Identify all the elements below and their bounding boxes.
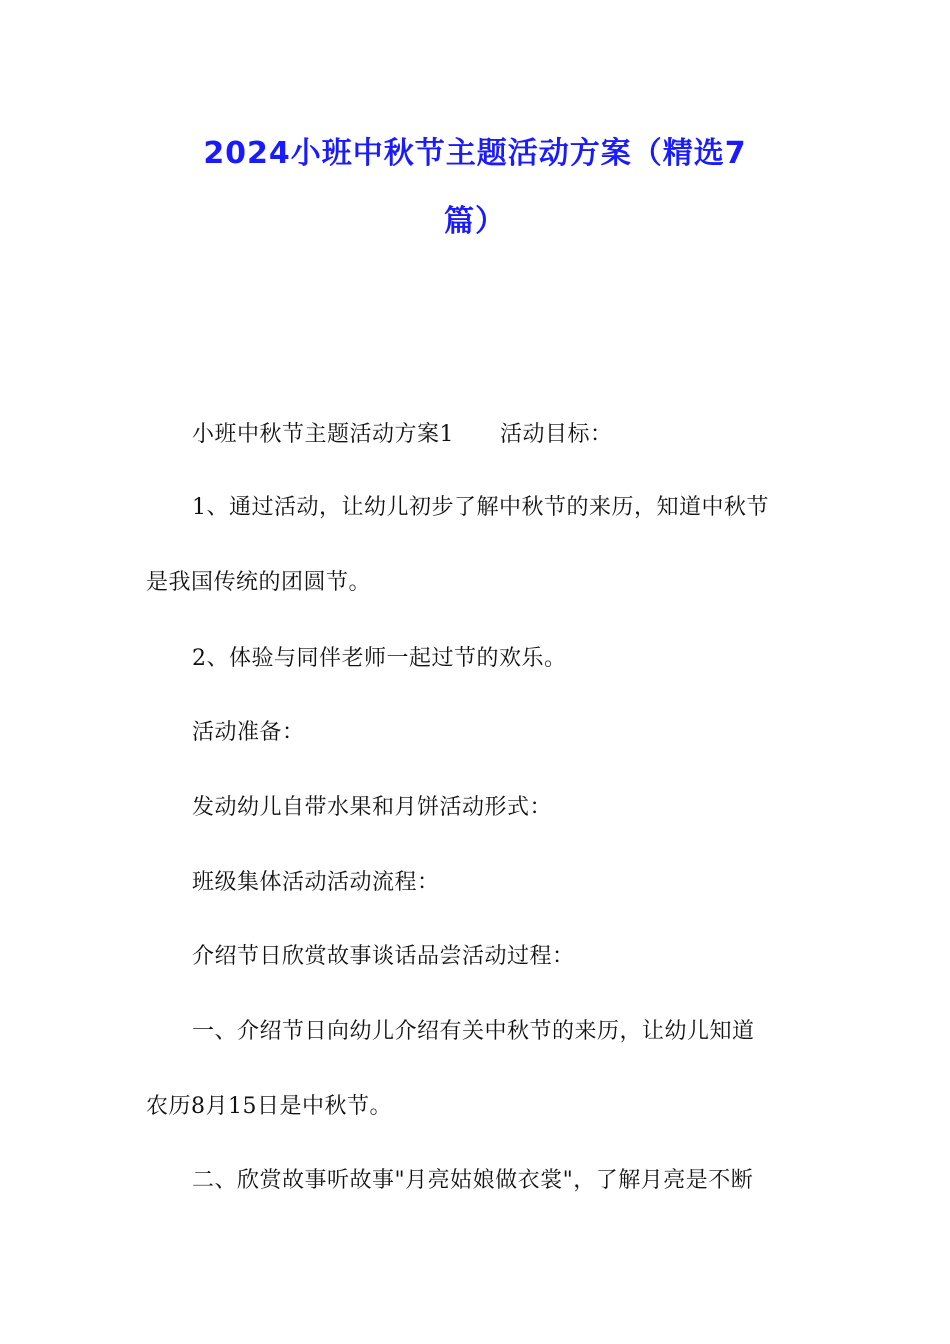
paragraph-step-1-line-2: 农历8月15日是中秋节。 — [146, 1094, 392, 1119]
paragraph-goal-1-line-1: 1、通过活动，让幼儿初步了解中秋节的来历，知道中秋节 — [192, 495, 769, 520]
paragraph-preparation: 活动准备： — [192, 720, 305, 745]
section-heading-paragraph — [192, 420, 816, 450]
document-title-line-2: 篇） — [444, 204, 506, 239]
paragraph-goal-1-line-2: 是我国传统的团圆节。 — [146, 570, 372, 595]
paragraph-step-2-line-1: 二、欣赏故事听故事"月亮姑娘做衣裳"，了解月亮是不断 — [192, 1168, 754, 1193]
paragraph-step-1-line-1: 一、介绍节日向幼儿介绍有关中秋节的来历，让幼儿知道 — [192, 1019, 755, 1044]
paragraph-materials: 发动幼儿自带水果和月饼活动形式： — [192, 795, 553, 820]
paragraph-flow: 介绍节日欣赏故事谈话品尝活动过程： — [192, 944, 575, 969]
paragraph-format: 班级集体活动活动流程： — [192, 870, 440, 895]
paragraph-goal-2: 2、体验与同伴老师一起过节的欢乐。 — [192, 646, 567, 671]
section-subheading: 活动目标： — [500, 422, 613, 447]
section-heading: 小班中秋节主题活动方案1 — [192, 422, 454, 447]
document-title-line-1: 2024小班中秋节主题活动方案（精选7 — [203, 136, 747, 171]
